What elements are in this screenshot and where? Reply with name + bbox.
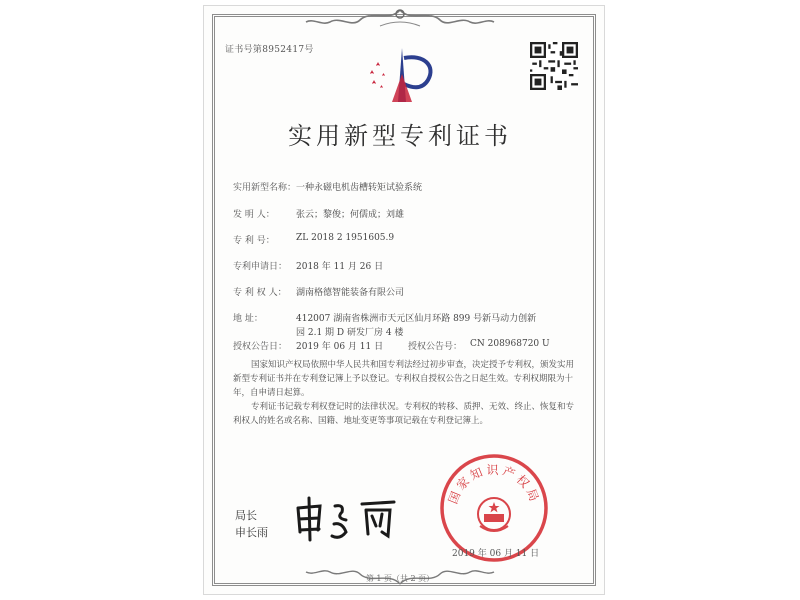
handwritten-signature [290,492,405,544]
director-title: 局长 [235,509,257,522]
patent-number-label: 专 利 号： [233,236,275,246]
patent-number-value: ZL 2018 2 1951605.9 [296,233,395,243]
page-number: 第 1 页（共 2 页） [365,574,435,583]
inventor-value: 张云；黎俊；何儒成；刘雄 [296,210,405,220]
director-name: 申长雨 [235,526,268,539]
qr-code-icon [530,42,578,90]
legal-status-paragraph: 专利证书记载专利权登记时的法律状况。专利权的转移、质押、无效、终止、恢复和专利权人的姓名或名称、国籍、地址变更等事项记载在专利登记簿上。 [233,402,575,426]
filing-date-label: 专利申请日： [233,262,288,272]
patentee-label: 专 利 权 人： [233,288,287,298]
filing-date-value: 2018 年 11 月 26 日 [296,262,384,272]
certificate-title: 实用新型专利证书 [288,122,512,150]
grant-date-label: 授权公告日： [233,342,288,352]
seal-date: 2019 年 06 月 11 日 [452,549,540,559]
patent-office-logo-icon [362,44,442,106]
grant-statement-paragraph: 国家知识产权局依照中华人民共和国专利法经过初步审查，决定授予专利权，颁发实用新型专利证书并在专利登记簿上予以登记。专利权自授权公告之日起生效。专利权期限为十年，自申请日起算。 [233,360,575,398]
address-line-2: 园 2.1 期 D 研发厂房 4 楼 [296,328,404,338]
grant-number-label: 授权公告号： [408,342,463,352]
national-emblem-icon [478,498,510,531]
top-ornament [300,6,500,32]
grant-date-value: 2019 年 06 月 11 日 [296,342,384,352]
patentee-value: 湖南格德智能装备有限公司 [296,288,405,298]
address-line-1: 412007 湖南省株洲市天元区仙月环路 899 号新马动力创新 [296,314,537,324]
inventor-label: 发 明 人： [233,210,275,220]
utility-model-name-label: 实用新型名称： [233,183,297,193]
certificate-number: 证书号第8952417号 [225,45,314,55]
seal-text: 国家知识产权局 [445,463,543,506]
grant-number-value: CN 208968720 U [470,339,550,349]
utility-model-name-value: 一种永磁电机齿槽转矩试验系统 [296,183,423,193]
address-label: 地 址： [233,314,263,324]
